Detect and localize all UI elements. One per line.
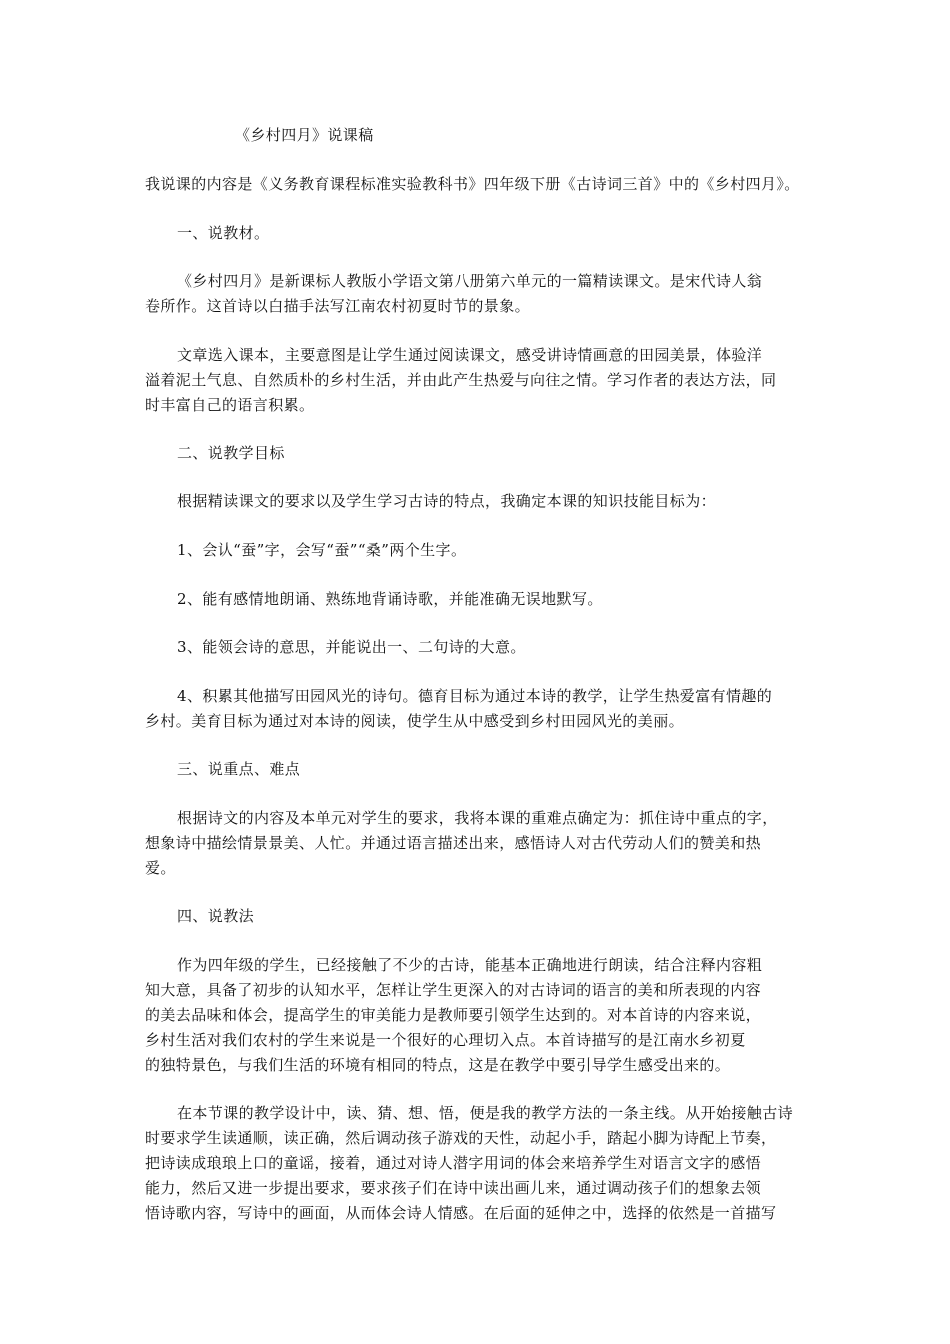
paragraph-line: 乡村生活对我们农村的学生来说是一个很好的心理切入点。本首诗描写的是江南水乡初夏 bbox=[145, 1031, 746, 1049]
paragraph-line: 卷所作。这首诗以白描手法写江南农村初夏时节的景象。 bbox=[145, 297, 531, 315]
paragraph-line: 的美去品味和体会，提高学生的审美能力是教师要引领学生达到的。对本首诗的内容来说， bbox=[145, 1006, 762, 1024]
goals-lead: 根据精读课文的要求以及学生学习古诗的特点，我确定本课的知识技能目标为： bbox=[177, 492, 717, 510]
paragraph-line: 时要求学生读通顺，读正确，然后调动孩子游戏的天性，动起小手，踏起小脚为诗配上节奏， bbox=[145, 1129, 777, 1147]
paragraph-line: 文章选入课本，主要意图是让学生通过阅读课文，感受讲诗情画意的田园美景，体验洋 bbox=[177, 346, 763, 364]
paragraph-line: 根据诗文的内容及本单元对学生的要求，我将本课的重难点确定为：抓住诗中重点的字， bbox=[177, 809, 778, 827]
document-title: 《乡村四月》说课稿 bbox=[235, 126, 374, 144]
section-heading-methods: 四、说教法 bbox=[177, 907, 255, 925]
goal-item-2: 2、能有感情地朗诵、熟练地背诵诗歌，并能准确无误地默写。 bbox=[177, 590, 603, 608]
paragraph-line: 想象诗中描绘情景景美、人忙。并通过语言描述出来，感悟诗人对古代劳动人们的赞美和热 bbox=[145, 834, 762, 852]
paragraph-line: 知大意，具备了初步的认知水平，怎样让学生更深入的对古诗词的语言的美和所表现的内容 bbox=[145, 981, 762, 999]
paragraph-line: 的独特景色，与我们生活的环境有相同的特点，这是在教学中要引导学生感受出来的。 bbox=[145, 1056, 731, 1074]
intro-paragraph: 我说课的内容是《义务教育课程标准实验教科书》四年级下册《古诗词三首》中的《乡村四月》。 bbox=[145, 175, 800, 193]
goal-item-3: 3、能领会诗的意思，并能说出一、二句诗的大意。 bbox=[177, 638, 526, 656]
section-heading-goals: 二、说教学目标 bbox=[177, 444, 285, 462]
paragraph-line: 把诗读成琅琅上口的童谣，接着，通过对诗人潜字用词的体会来培养学生对语言文字的感悟 bbox=[145, 1154, 762, 1172]
paragraph-line: 时丰富自己的语言积累。 bbox=[145, 396, 315, 414]
paragraph-line: 悟诗歌内容，写诗中的画面，从而体会诗人情感。在后面的延伸之中，选择的依然是一首描写 bbox=[145, 1204, 777, 1222]
paragraph-line: 爱。 bbox=[145, 859, 176, 877]
paragraph-line: 乡村。美育目标为通过对本诗的阅读，使学生从中感受到乡村田园风光的美丽。 bbox=[145, 712, 685, 730]
paragraph-line: 《乡村四月》是新课标人教版小学语文第八册第六单元的一篇精读课文。是宋代诗人翁 bbox=[177, 272, 763, 290]
goal-item-1: 1、会认“蚕”字，会写“蚕”“桑”两个生字。 bbox=[177, 541, 467, 559]
section-heading-keypoints: 三、说重点、难点 bbox=[177, 760, 301, 778]
paragraph-line: 溢着泥土气息、自然质朴的乡村生活，并由此产生热爱与向往之情。学习作者的表达方法，同 bbox=[145, 371, 777, 389]
paragraph-line: 能力，然后又进一步提出要求，要求孩子们在诗中读出画儿来，通过调动孩子们的想象去领 bbox=[145, 1179, 762, 1197]
goal-item-4: 4、积累其他描写田园风光的诗句。德育目标为通过本诗的教学，让学生热爱富有情趣的 bbox=[177, 687, 773, 705]
section-heading-textbook: 一、说教材。 bbox=[177, 224, 270, 242]
paragraph-line: 作为四年级的学生，已经接触了不少的古诗，能基本正确地进行朗读，结合注释内容粗 bbox=[177, 956, 763, 974]
paragraph-line: 在本节课的教学设计中，读、猜、想、悟，便是我的教学方法的一条主线。从开始接触古诗 bbox=[177, 1104, 794, 1122]
